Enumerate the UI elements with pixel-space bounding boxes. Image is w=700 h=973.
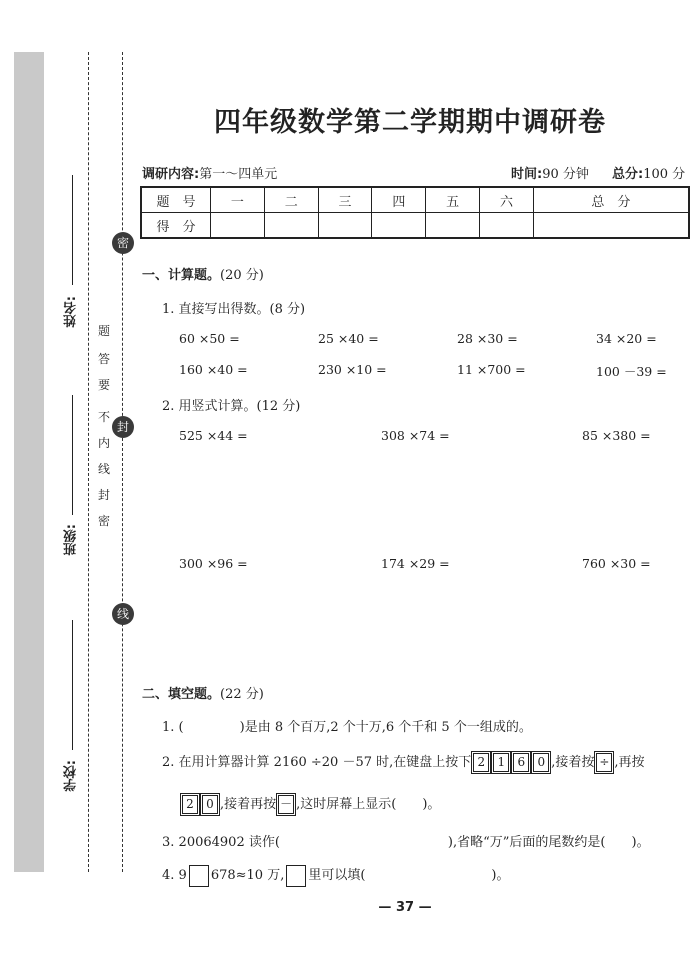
calculator-key: 0 [533, 753, 549, 772]
calculator-key: － [278, 795, 294, 814]
problem: 160 ×40 = [179, 362, 248, 377]
problem: 300 ×96 = [179, 556, 248, 571]
seal-mark: 线 [112, 603, 134, 625]
exam-total [612, 163, 685, 182]
question-number: 3. [162, 835, 175, 850]
total-label: 总分: [612, 167, 644, 182]
total-value: 100 分 [643, 167, 686, 182]
fill-question-2 [162, 751, 645, 772]
table-cell: 五 [426, 187, 480, 213]
name-label: 姓名: [64, 296, 79, 328]
school-label: 学校: [64, 760, 79, 792]
question-text: )是由 8 个百万,2 个十万,6 个千和 5 个一组成的。 [239, 720, 532, 735]
section-2-score: (22 分) [220, 687, 264, 702]
warning-char: 答 [97, 352, 110, 366]
question-text: )。 [422, 797, 441, 812]
exam-time [511, 163, 589, 182]
cut-line-outer [88, 52, 89, 872]
calculator-key: 2 [182, 795, 198, 814]
part-1-title: 1. 直接写出得数。(8 分) [162, 302, 306, 317]
section-1-title: 一、计算题。 [142, 268, 221, 283]
section-2-heading [142, 683, 264, 702]
problem: 100 －39 = [596, 364, 667, 379]
question-text: ),省略“万”后面的尾数约是( [447, 835, 606, 850]
question-text: ,这时屏幕上显示( [296, 797, 397, 812]
warning-char: 内 [97, 436, 110, 450]
seal-mark: 密 [112, 232, 134, 254]
table-cell: 一 [211, 187, 265, 213]
question-text: ,再按 [614, 755, 645, 770]
question-text: )。 [631, 835, 650, 850]
question-text: 在用计算器计算 2160 ÷20 －57 时,在键盘上按下 [178, 755, 472, 770]
question-text: ( [178, 720, 184, 735]
cut-line-inner [122, 52, 123, 872]
score-cell[interactable] [318, 213, 372, 239]
calculator-key: ÷ [596, 753, 612, 772]
score-cell[interactable] [426, 213, 480, 239]
question-number: 2. [162, 755, 175, 770]
section-1-score: (20 分) [220, 268, 264, 283]
calculator-key: 6 [513, 753, 529, 772]
question-text: 678≈10 万, [210, 868, 285, 883]
score-cell[interactable] [480, 213, 534, 239]
table-cell: 得 分 [141, 213, 211, 239]
table-cell: 二 [264, 187, 318, 213]
school-blank-line [72, 620, 73, 750]
warning-char: 线 [97, 462, 110, 476]
score-cell[interactable] [533, 213, 689, 239]
class-label: 班级: [64, 524, 79, 556]
score-table [140, 186, 690, 239]
warning-char: 封 [97, 488, 110, 502]
problem: 60 ×50 = [179, 331, 240, 346]
problem: 230 ×10 = [318, 362, 387, 377]
time-label: 时间: [511, 167, 543, 182]
scope-label: 调研内容: [142, 167, 200, 182]
class-blank-line [72, 395, 73, 515]
digit-box [286, 865, 306, 887]
page-title: 四年级数学第二学期期中调研卷 [214, 107, 606, 138]
time-value: 90 分钟 [542, 167, 589, 182]
fill-question-3 [162, 831, 650, 850]
score-cell[interactable] [264, 213, 318, 239]
fill-question-1 [162, 716, 532, 735]
part-2-title: 2. 用竖式计算。(12 分) [162, 399, 301, 414]
warning-char: 不 [97, 410, 110, 424]
table-cell: 六 [480, 187, 534, 213]
problem: 760 ×30 = [582, 556, 651, 571]
problem: 25 ×40 = [318, 331, 379, 346]
question-text: 20064902 读作( [178, 835, 280, 850]
score-cell[interactable] [211, 213, 265, 239]
warning-char: 要 [97, 378, 110, 392]
problem: 308 ×74 = [381, 428, 450, 443]
score-cell[interactable] [372, 213, 426, 239]
fill-question-4 [162, 864, 510, 887]
page-number: — 37 — [378, 900, 432, 915]
problem: 525 ×44 = [179, 428, 248, 443]
question-text: ,接着再按 [220, 797, 277, 812]
score-table-score-row [141, 213, 689, 239]
table-cell: 三 [318, 187, 372, 213]
table-cell: 四 [372, 187, 426, 213]
name-blank-line [72, 175, 73, 285]
section-2-title: 二、填空题。 [142, 687, 221, 702]
exam-scope [142, 163, 277, 182]
question-text: 9 [178, 868, 187, 883]
section-1-heading [142, 264, 264, 283]
problem: 11 ×700 = [457, 362, 526, 377]
calculator-key: 1 [493, 753, 509, 772]
question-number: 1. [162, 720, 175, 735]
warning-char: 密 [97, 514, 110, 528]
score-table-header-row [141, 187, 689, 213]
problem: 85 ×380 = [582, 428, 651, 443]
question-text: ,接着按 [551, 755, 595, 770]
problem: 174 ×29 = [381, 556, 450, 571]
question-text: )。 [491, 868, 510, 883]
table-cell: 总 分 [533, 187, 689, 213]
calculator-key: 0 [202, 795, 218, 814]
binding-strip [14, 52, 44, 872]
table-cell: 题 号 [141, 187, 211, 213]
calculator-key: 2 [473, 753, 489, 772]
digit-box[interactable] [189, 865, 209, 887]
seal-mark: 封 [112, 416, 134, 438]
problem: 28 ×30 = [457, 331, 518, 346]
scope-value: 第一～四单元 [199, 167, 278, 182]
question-text: 里可以填( [308, 868, 366, 883]
problem: 34 ×20 = [596, 331, 657, 346]
question-number: 4. [162, 868, 175, 883]
fill-question-2-continued [180, 793, 440, 814]
warning-char: 题 [97, 324, 110, 338]
